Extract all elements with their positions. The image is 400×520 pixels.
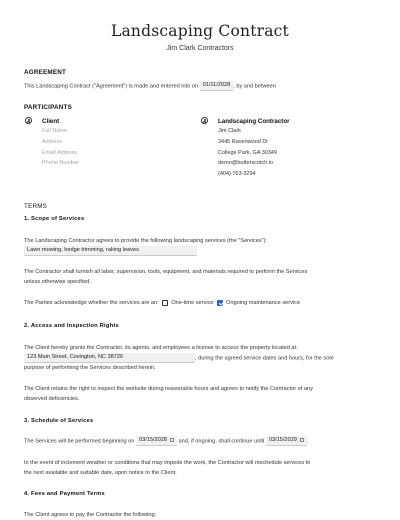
schedule-start-date-field[interactable] [136,436,177,446]
contractor-address-line1: 3445 Ravenwood Dr [218,139,269,145]
access-line3: purpose of performing the Services described herein. [24,365,156,371]
contractor-person-icon [201,117,208,124]
client-person-icon [25,117,32,124]
agreement-text-before: This Landscaping Contract ("Agreement") is made and entered into on [24,83,199,90]
weather-line1: In the event of inclement weather or conditions that may impede the work, the Contractor will reschedule services to [24,460,311,466]
inspect-line1: The Client retains the right to inspect the worksite during reasonable hours and agrees to notify the Contractor of any [24,386,313,392]
calendar-icon [300,438,304,442]
schedule-end-date: 03/15/2029 [268,437,297,443]
agreement-line [24,81,276,91]
client-phone-field[interactable]: Phone Number [42,160,79,166]
schedule-text-before: The Services will be performed beginning on [24,438,135,445]
inspect-line2: observed deficiencies. [24,396,80,402]
fees-heading: 4. Fees and Payment Terms [24,491,105,497]
schedule-text-after: . [306,438,309,445]
scope-services-field[interactable]: Lawn mowing, hedge trimming, raking leaves [24,246,197,256]
contractor-phone: (404) 763-3294 [218,171,256,177]
contractor-name: Jim Clark [218,128,241,134]
ongoing-maintenance-label: Ongoing maintenance service [226,300,301,306]
page-subtitle: Jim Clark Contractors [166,45,234,52]
terms-heading: TERMS [24,203,48,210]
schedule-end-date-field[interactable] [266,436,307,446]
scope-intro: The Landscaping Contractor agrees to provide the following landscaping services (the "Services"): [24,238,268,244]
access-heading: 2. Access and Inspection Rights [24,323,119,329]
contractor-address-line2: College Park, GA 30349 [218,150,278,156]
client-heading: Client [42,118,60,125]
scope-service-type-line [24,298,300,308]
schedule-heading: 3. Schedule of Services [24,418,94,424]
calendar-icon [170,438,174,442]
access-line1: The Client hereby grants the Contractor, its agents, and employees a license to access the property located at: [24,345,298,351]
agreement-text-after: , by and between [233,83,276,90]
schedule-text-middle: and, if ongoing, shall continue until [178,438,265,445]
participants-heading: PARTICIPANTS [24,104,72,111]
agreement-heading: AGREEMENT [24,69,67,76]
one-time-service-checkbox[interactable] [162,300,168,306]
one-time-service-label: One-time service [171,300,214,306]
contractor-email: demo@butterscotch.io [218,160,274,166]
scope-heading: 1. Scope of Services [24,216,85,222]
client-full-name-field[interactable]: Full Name [42,128,68,134]
schedule-start-date: 03/15/2028 [138,437,167,443]
client-address-field[interactable]: Address [42,139,63,145]
contractor-heading: Landscaping Contractor [218,118,290,125]
property-address-field[interactable]: 123 Main Street, Covington, NC 38726 [24,353,195,363]
scope-parties-text: The Parties acknowledge whether the services are an: [24,300,159,306]
access-line2-after: , during the agreed service dates and hours, for the sole [195,355,334,362]
fees-intro: The Client agrees to pay the Contractor the following: [24,512,157,518]
scope-furnish-line2: unless otherwise specified. [24,279,91,285]
client-email-field[interactable]: Email Address [42,150,78,156]
scope-furnish-line1: The Contractor shall furnish all labor, supervision, tools, equipment, and materials required to perform the Services [24,269,308,275]
ongoing-maintenance-checkbox[interactable] [217,300,223,306]
page-title: Landscaping Contract [111,22,289,40]
weather-line2: the next available and suitable date, upon notice to the Client. [24,470,177,476]
access-line2 [24,353,334,363]
agreement-date-field[interactable]: 01/11/2028 [200,81,234,91]
schedule-dates-line [24,436,308,446]
